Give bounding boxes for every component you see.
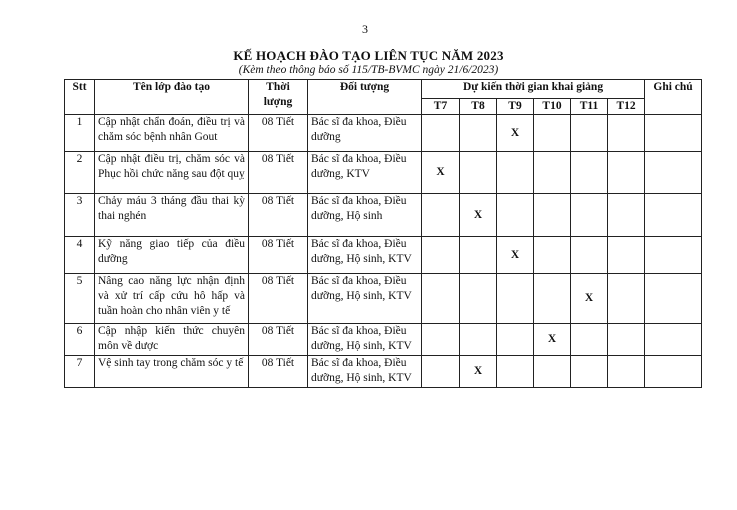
cell-month-t8: X: [460, 356, 497, 388]
page-number: 3: [362, 22, 368, 36]
cell-course: Cập nhật chẩn đoán, điều trị và chăm sóc bệnh nhân Gout: [95, 115, 249, 152]
table-row: [65, 274, 702, 324]
cell-stt: 5: [65, 274, 95, 324]
cell-month-t12: [608, 356, 645, 388]
cell-stt: 7: [65, 356, 95, 388]
table-row: [65, 237, 702, 274]
cell-duration: 08 Tiết: [249, 237, 308, 274]
cell-month-t12: [608, 274, 645, 324]
cell-note: [645, 115, 702, 152]
cell-duration: 08 Tiết: [249, 115, 308, 152]
cell-stt: 1: [65, 115, 95, 152]
table-row: [65, 115, 702, 152]
header-month-t12: T12: [608, 99, 645, 115]
document-subtitle: (Kèm theo thông báo số 115/TB-BVMC ngày 21/6/2023): [238, 64, 499, 76]
cell-month-t11: [571, 152, 608, 194]
cell-month-t10: [534, 194, 571, 237]
header-month-t9: T9: [497, 99, 534, 115]
header-duration: Thời lượng: [249, 80, 308, 115]
cell-note: [645, 274, 702, 324]
cell-month-t12: [608, 115, 645, 152]
cell-month-t9: [497, 324, 534, 356]
table-row: [65, 194, 702, 237]
header-month-t11: T11: [571, 99, 608, 115]
cell-course: Cập nhật điều trị, chăm sóc và Phục hồi chức năng sau đột quỵ: [95, 152, 249, 194]
cell-month-t11: [571, 356, 608, 388]
cell-month-t8: X: [460, 194, 497, 237]
cell-month-t7: [422, 274, 460, 324]
header-stt: Stt: [65, 80, 95, 115]
header-month-t10: T10: [534, 99, 571, 115]
cell-month-t8: [460, 152, 497, 194]
cell-course: Chảy máu 3 tháng đầu thai kỳ thai nghén: [95, 194, 249, 237]
cell-month-t9: X: [497, 115, 534, 152]
cell-month-t12: [608, 324, 645, 356]
cell-audience: Bác sĩ đa khoa, Điều dưỡng, Hộ sinh, KTV: [308, 274, 422, 324]
cell-month-t11: [571, 237, 608, 274]
cell-month-t7: [422, 115, 460, 152]
cell-course: Cập nhập kiến thức chuyên môn về dược: [95, 324, 249, 356]
cell-month-t10: [534, 237, 571, 274]
header-course: Tên lớp đào tạo: [95, 80, 249, 115]
table-row: [65, 356, 702, 388]
training-plan-table: [64, 79, 702, 388]
cell-month-t7: [422, 194, 460, 237]
table-row: [65, 152, 702, 194]
cell-month-t11: X: [571, 274, 608, 324]
header-month-t7: T7: [422, 99, 460, 115]
cell-audience: Bác sĩ đa khoa, Điều dưỡng, Hộ sinh, KTV: [308, 324, 422, 356]
header-audience: Đối tượng: [308, 80, 422, 115]
cell-month-t9: [497, 274, 534, 324]
cell-note: [645, 324, 702, 356]
cell-audience: Bác sĩ đa khoa, Điều dưỡng, Hộ sinh, KTV: [308, 237, 422, 274]
cell-month-t7: [422, 356, 460, 388]
header-note: Ghi chú: [645, 80, 702, 115]
cell-audience: Bác sĩ đa khoa, Điều dưỡng: [308, 115, 422, 152]
header-schedule: Dự kiến thời gian khai giảng: [422, 80, 645, 99]
cell-month-t12: [608, 152, 645, 194]
cell-duration: 08 Tiết: [249, 152, 308, 194]
cell-month-t10: [534, 115, 571, 152]
cell-month-t7: X: [422, 152, 460, 194]
cell-month-t7: [422, 324, 460, 356]
cell-month-t12: [608, 194, 645, 237]
cell-month-t10: X: [534, 324, 571, 356]
cell-duration: 08 Tiết: [249, 324, 308, 356]
document-title: KẾ HOẠCH ĐÀO TẠO LIÊN TỤC NĂM 2023: [233, 48, 504, 63]
cell-month-t8: [460, 324, 497, 356]
cell-month-t12: [608, 237, 645, 274]
cell-stt: 6: [65, 324, 95, 356]
cell-month-t8: [460, 237, 497, 274]
cell-month-t9: [497, 152, 534, 194]
cell-note: [645, 356, 702, 388]
cell-note: [645, 237, 702, 274]
cell-month-t10: [534, 356, 571, 388]
cell-audience: Bác sĩ đa khoa, Điều dưỡng, Hộ sinh, KTV: [308, 356, 422, 388]
cell-month-t8: [460, 115, 497, 152]
cell-month-t11: [571, 115, 608, 152]
cell-duration: 08 Tiết: [249, 274, 308, 324]
cell-month-t11: [571, 194, 608, 237]
cell-stt: 4: [65, 237, 95, 274]
cell-note: [645, 152, 702, 194]
cell-audience: Bác sĩ đa khoa, Điều dưỡng, Hộ sinh: [308, 194, 422, 237]
cell-note: [645, 194, 702, 237]
cell-course: Vệ sinh tay trong chăm sóc y tế: [95, 356, 249, 388]
cell-month-t10: [534, 274, 571, 324]
table-row: [65, 324, 702, 356]
cell-course: Nâng cao năng lực nhận định và xử trí cấp cứu hô hấp và tuần hoàn cho nhân viên y tế: [95, 274, 249, 324]
cell-stt: 3: [65, 194, 95, 237]
header-month-t8: T8: [460, 99, 497, 115]
cell-month-t11: [571, 324, 608, 356]
cell-audience: Bác sĩ đa khoa, Điều dưỡng, KTV: [308, 152, 422, 194]
cell-duration: 08 Tiết: [249, 194, 308, 237]
cell-month-t9: [497, 356, 534, 388]
cell-month-t10: [534, 152, 571, 194]
cell-month-t7: [422, 237, 460, 274]
cell-month-t9: [497, 194, 534, 237]
cell-course: Kỹ năng giao tiếp của điều dưỡng: [95, 237, 249, 274]
cell-duration: 08 Tiết: [249, 356, 308, 388]
cell-month-t9: X: [497, 237, 534, 274]
cell-month-t8: [460, 274, 497, 324]
cell-stt: 2: [65, 152, 95, 194]
